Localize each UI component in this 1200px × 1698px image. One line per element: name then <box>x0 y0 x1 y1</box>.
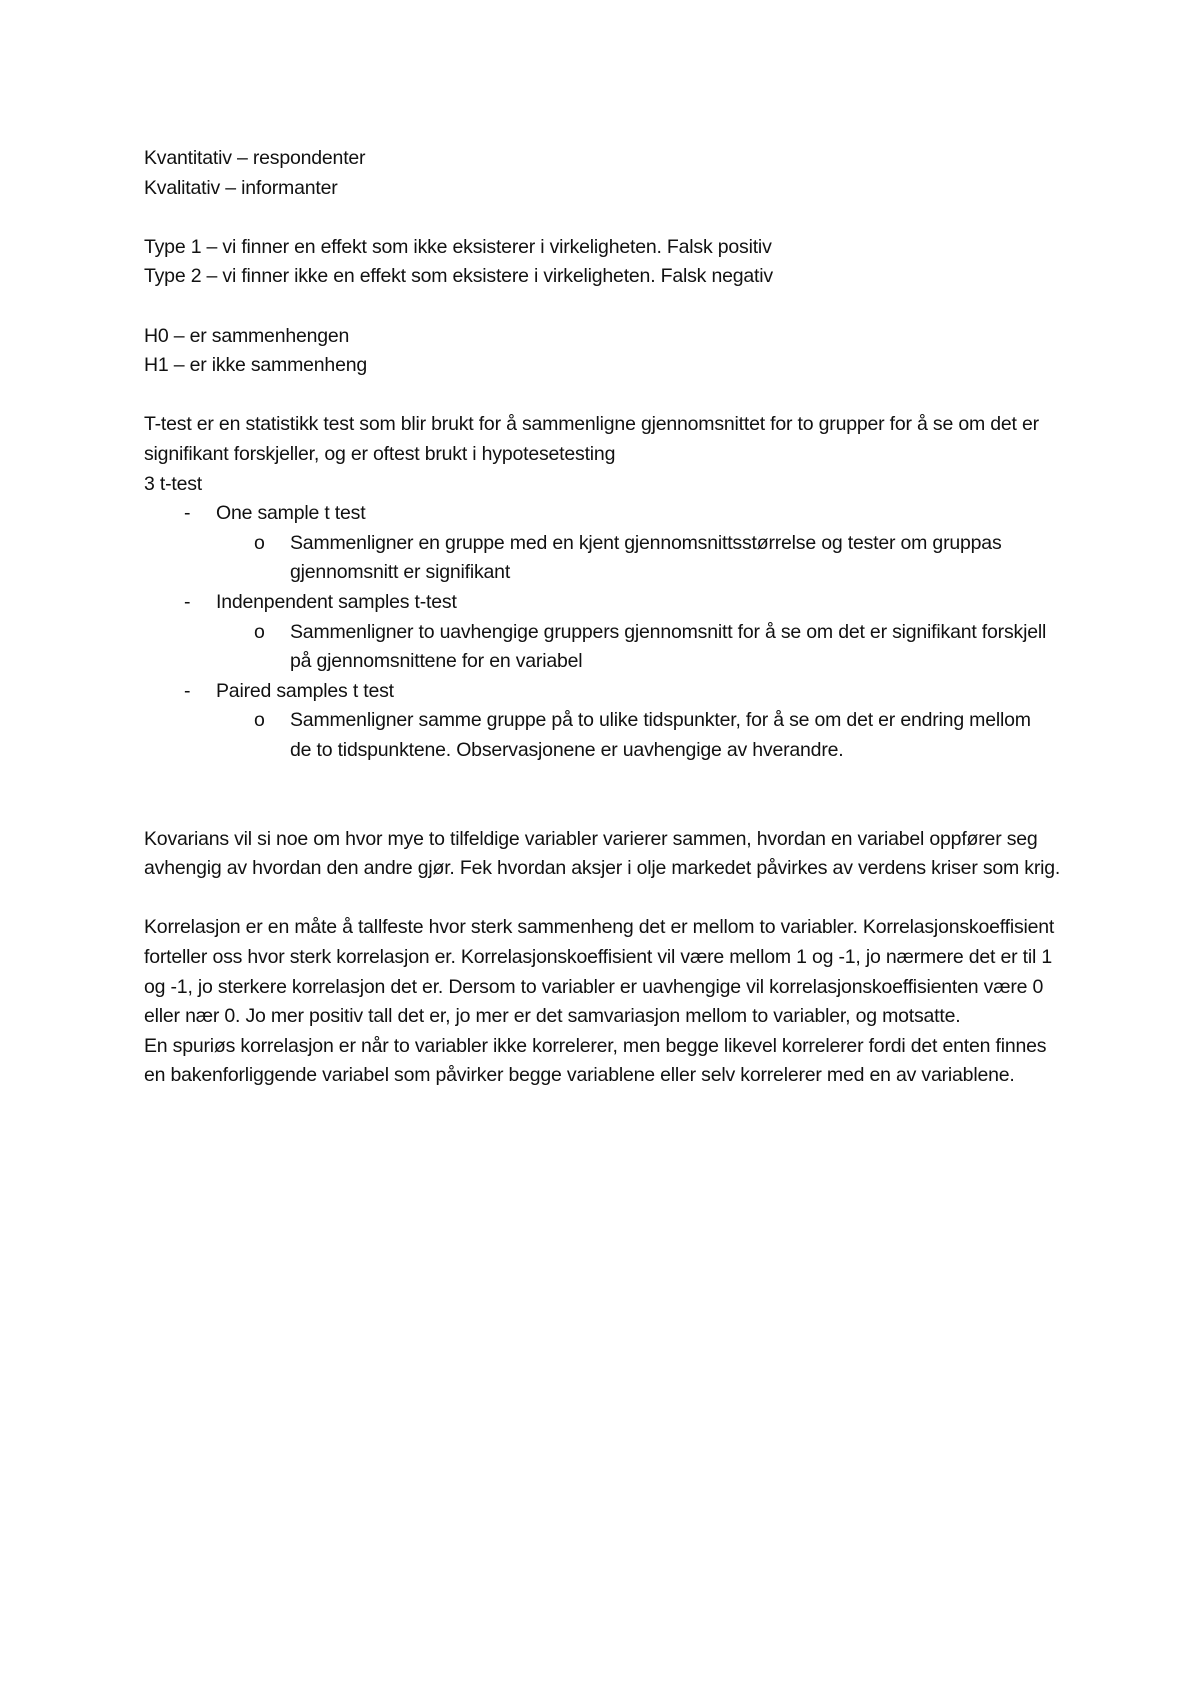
text-line-type2: Type 2 – vi finner ikke en effekt som eksistere i virkeligheten. Falsk negativ <box>144 265 773 288</box>
test-description: Sammenligner en gruppe med en kjent gjennomsnittsstørrelse og tester om gruppas gjennomsnitt er signifikant <box>290 531 1002 584</box>
document-body <box>144 144 1074 1091</box>
ttest-list <box>144 499 1074 765</box>
kovarians-paragraph: Kovarians vil si noe om hvor mye to tilfeldige variabler varierer sammen, hvordan en variabel oppfører seg avhengig av hvordan den andre gjør. Fek hvordan aksjer i olje markedet påvirkes av verdens kriser som krig. <box>144 827 1061 880</box>
text-line-type1: Type 1 – vi finner en effekt som ikke eksisterer i virkeligheten. Falsk positiv <box>144 235 772 258</box>
ttest-intro-paragraph: T-test er en statistikk test som blir brukt for å sammenligne gjennomsnittet for to grupper for å se om det er signifikant forskjeller, og er oftest brukt i hypotesetesting <box>144 413 1039 465</box>
dash-bullet: - <box>184 502 191 525</box>
test-description: Sammenligner to uavhengige gruppers gjennomsnitt for å se om det er signifikant forskjell på gjennomsnittene for en variabel <box>290 620 1047 673</box>
blank-line <box>144 381 1074 411</box>
text-line-h0: H0 – er sammenhengen <box>144 324 350 347</box>
dash-bullet: - <box>184 679 191 702</box>
text-line-h1: H1 – er ikke sammenheng <box>144 354 368 377</box>
list-item <box>144 706 1054 765</box>
test-name: One sample t test <box>216 502 366 525</box>
korrelasjon-paragraph: Korrelasjon er en måte å tallfeste hvor sterk sammenheng det er mellom to variabler. Korrelasjonskoeffisient forteller oss hvor sterk korrelasjon er. Korrelasjonskoeffisient vil være mellom 1 og -1, jo nærmere det er til 1 og -1, jo sterkere korrelasjon det er. Dersom to variabler er uavhengige vil korrelasjonskoeffisienten være 0 eller nær 0. Jo mer positiv tall det er, jo mer er det samvariasjon mellom to variabler, og motsatte. <box>144 916 1055 1028</box>
blank-line <box>144 203 1074 233</box>
list-item <box>144 588 1074 618</box>
blank-lines <box>144 765 1074 824</box>
list-item <box>144 677 1074 707</box>
blank-line <box>144 884 1074 914</box>
text-line-kvalitativ: Kvalitativ – informanter <box>144 176 338 199</box>
text-line-kvantitativ: Kvantitativ – respondenter <box>144 147 366 169</box>
circle-bullet: o <box>254 709 265 732</box>
blank-line <box>144 292 1074 322</box>
list-item <box>144 499 1074 529</box>
list-item <box>144 529 1054 588</box>
ttest-count-line: 3 t-test <box>144 472 203 495</box>
test-description: Sammenligner samme gruppe på to ulike tidspunkter, for å se om det er endring mellom de to tidspunktene. Observasjonene er uavhengige av hverandre. <box>290 709 1031 761</box>
spurios-paragraph: En spuriøs korrelasjon er når to variabler ikke korrelerer, men begge likevel korrelerer fordi det enten finnes en bakenforliggende variabel som påvirker begge variablene eller selv korrelerer med en av variablene. <box>144 1034 1047 1087</box>
test-name: Indenpendent samples t-test <box>216 590 457 613</box>
circle-bullet: o <box>254 620 265 643</box>
list-item <box>144 618 1054 677</box>
circle-bullet: o <box>254 531 265 554</box>
test-name: Paired samples t test <box>216 679 394 702</box>
dash-bullet: - <box>184 590 191 613</box>
